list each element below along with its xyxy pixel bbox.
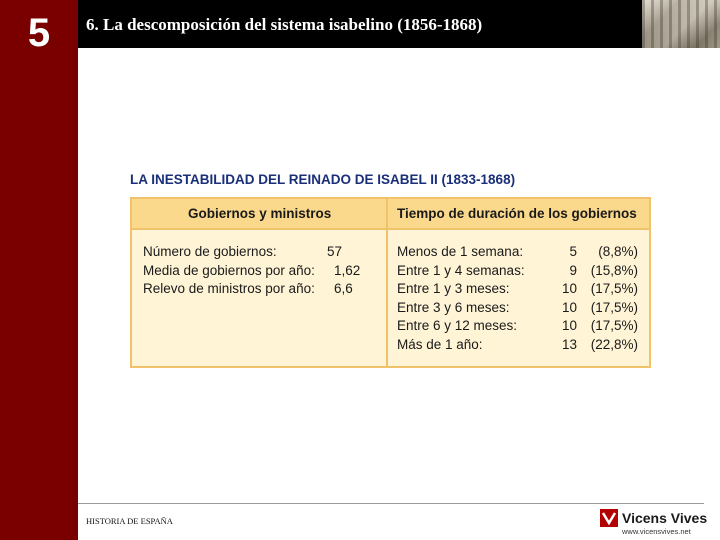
publisher-name: Vicens Vives: [622, 510, 708, 526]
chapter-number: 5: [27, 11, 51, 55]
table-title: LA INESTABILIDAD DEL REINADO DE ISABEL II (1833-1868): [130, 172, 516, 187]
right-row-percent: (8,8%): [598, 244, 638, 259]
header-picture: [642, 0, 720, 48]
right-row-percent: (22,8%): [590, 336, 638, 352]
right-row-count: 9: [569, 262, 577, 278]
chapter-band: [0, 0, 78, 540]
left-row-label: Número de gobiernos:: [143, 244, 277, 259]
footer-label: HISTORIA DE ESPAÑA: [86, 516, 173, 526]
right-row-count: 5: [569, 244, 577, 259]
right-row-count: 10: [561, 299, 577, 315]
table-header-row: [132, 199, 649, 230]
right-row-percent: (17,5%): [590, 281, 638, 296]
right-row-count: 10: [561, 318, 577, 333]
right-row-label: Menos de 1 semana:: [397, 244, 524, 259]
left-row-value: 6,6: [334, 281, 353, 296]
slide-title: 6. La descomposición del sistema isabelino (1856-1868): [86, 15, 483, 34]
right-row-percent: (15,8%): [590, 262, 638, 278]
left-row-value: 57: [327, 244, 343, 259]
right-row-count: 13: [561, 336, 577, 352]
publisher-logo: [600, 509, 708, 537]
left-row-label: Relevo de ministros por año:: [143, 281, 315, 296]
right-row-label: Entre 6 y 12 meses:: [397, 318, 518, 333]
vicens-vives-logo-icon: [600, 509, 618, 527]
right-row-label: Más de 1 año:: [397, 336, 483, 352]
table-header-right: Tiempo de duración de los gobiernos: [397, 206, 637, 221]
left-row-label: Media de gobiernos por año:: [143, 262, 315, 278]
publisher-url: www.vicensvives.net: [622, 527, 691, 536]
right-row-percent: (17,5%): [590, 318, 638, 333]
right-row-label: Entre 1 y 3 meses:: [397, 281, 510, 296]
historical-painting-thumbnail: [642, 0, 720, 48]
right-row-percent: (17,5%): [590, 299, 638, 315]
column-divider: [386, 199, 388, 366]
right-row-count: 10: [561, 281, 577, 296]
data-table: [130, 197, 651, 368]
left-row-value: 1,62: [334, 262, 361, 278]
table-header-left: Gobiernos y ministros: [188, 206, 332, 221]
footer-rule: [78, 503, 704, 504]
right-row-label: Entre 3 y 6 meses:: [397, 299, 510, 315]
right-row-label: Entre 1 y 4 semanas:: [397, 262, 525, 278]
